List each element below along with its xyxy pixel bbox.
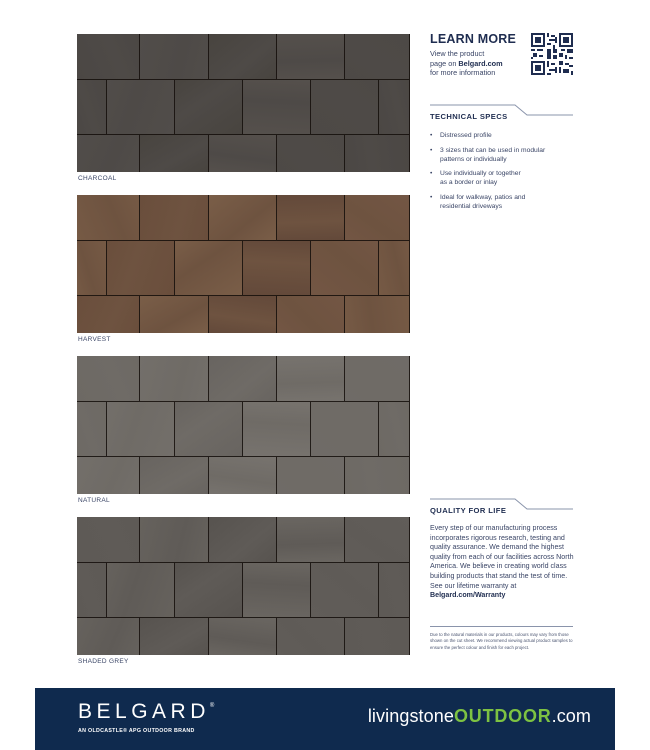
paver bbox=[243, 402, 311, 457]
paver bbox=[345, 195, 410, 241]
paver bbox=[209, 34, 277, 80]
spec-item bbox=[430, 132, 580, 141]
paver bbox=[77, 402, 107, 457]
spec-item bbox=[430, 147, 580, 165]
paver bbox=[209, 195, 277, 241]
paver bbox=[209, 296, 277, 333]
quality-text: Every step of our manufacturing process incorporates rigorous research, testing and quality assurance. We demand the highest quality from each of our facilities across North America. We believe in creating world class building products that stand the test of time. See our lifetime warranty at bbox=[430, 524, 574, 590]
paver bbox=[140, 517, 209, 563]
spec-text: 3 sizes that can be used in modular bbox=[440, 146, 546, 154]
spec-item bbox=[430, 170, 580, 188]
paver bbox=[107, 402, 175, 457]
paver bbox=[277, 517, 345, 563]
spec-text: Ideal for walkway, patios and bbox=[440, 193, 526, 201]
paver bbox=[379, 563, 410, 618]
paver bbox=[140, 457, 209, 494]
site-accent: OUTDOOR bbox=[453, 706, 552, 726]
paver bbox=[77, 34, 140, 80]
paver bbox=[379, 80, 410, 135]
spec-text: Distressed profile bbox=[440, 132, 492, 139]
site-prefix: livingstone bbox=[367, 706, 454, 726]
learn-more-prefix: page on bbox=[430, 58, 459, 68]
paver bbox=[175, 402, 243, 457]
swatch-label: HARVEST bbox=[78, 336, 111, 343]
swatch-charcoal bbox=[77, 34, 410, 172]
paver bbox=[107, 563, 175, 618]
spec-text: patterns or individually bbox=[440, 155, 507, 163]
qr-code-icon[interactable] bbox=[531, 33, 573, 75]
footer-banner bbox=[35, 688, 615, 750]
bullet-icon: • bbox=[430, 146, 433, 154]
paver bbox=[140, 34, 209, 80]
belgard-logo[interactable] bbox=[78, 700, 214, 724]
paver bbox=[311, 563, 379, 618]
learn-more-line-3: for more information bbox=[430, 68, 496, 78]
paver bbox=[77, 80, 107, 135]
paver bbox=[175, 563, 243, 618]
swatch-label: NATURAL bbox=[78, 497, 110, 504]
bullet-icon: • bbox=[430, 193, 433, 201]
paver bbox=[209, 517, 277, 563]
paver bbox=[277, 356, 345, 402]
learn-more-line-2 bbox=[430, 59, 525, 69]
paver bbox=[277, 34, 345, 80]
registered-mark-icon: ® bbox=[209, 703, 215, 709]
paver bbox=[345, 618, 410, 655]
swatch-harvest bbox=[77, 195, 410, 333]
paver bbox=[77, 457, 140, 494]
paver bbox=[345, 135, 410, 172]
paver bbox=[77, 296, 140, 333]
livingstone-outdoor-link[interactable] bbox=[368, 706, 591, 727]
paver bbox=[77, 618, 140, 655]
belgard-link[interactable]: Belgard.com bbox=[458, 58, 503, 68]
paver bbox=[77, 356, 140, 402]
paver bbox=[379, 241, 410, 296]
paver bbox=[140, 618, 209, 655]
paver bbox=[345, 517, 410, 563]
paver bbox=[209, 457, 277, 494]
brand-name: BELGARD bbox=[78, 700, 210, 723]
bullet-icon: • bbox=[430, 132, 433, 139]
warranty-link[interactable]: Belgard.com/Warranty bbox=[430, 591, 506, 600]
spec-item bbox=[430, 194, 580, 212]
paver bbox=[311, 241, 379, 296]
site-suffix: .com bbox=[551, 706, 591, 726]
spec-text: as a border or inlay bbox=[440, 179, 498, 187]
paver bbox=[243, 563, 311, 618]
paver bbox=[209, 356, 277, 402]
paver bbox=[209, 135, 277, 172]
spec-text: Use individually or together bbox=[440, 170, 521, 178]
paver bbox=[345, 34, 410, 80]
swatch-label: SHADED GREY bbox=[78, 658, 129, 665]
technical-specs-title: TECHNICAL SPECS bbox=[430, 112, 508, 121]
paver bbox=[140, 195, 209, 241]
paver bbox=[243, 241, 311, 296]
swatch-shaded-grey bbox=[77, 517, 410, 655]
quality-body bbox=[430, 524, 578, 601]
paver bbox=[345, 356, 410, 402]
learn-more-text bbox=[430, 49, 525, 78]
learn-more-line-1: View the product bbox=[430, 49, 485, 58]
paver bbox=[277, 135, 345, 172]
paver bbox=[277, 296, 345, 333]
swatch-label: CHARCOAL bbox=[78, 175, 117, 182]
paver bbox=[311, 402, 379, 457]
paver bbox=[243, 80, 311, 135]
paver bbox=[277, 457, 345, 494]
paver bbox=[77, 241, 107, 296]
paver bbox=[311, 80, 379, 135]
paver bbox=[140, 296, 209, 333]
paver bbox=[175, 241, 243, 296]
swatch-natural bbox=[77, 356, 410, 494]
technical-specs-list bbox=[430, 132, 580, 218]
divider bbox=[430, 626, 573, 627]
learn-more-title: LEARN MORE bbox=[430, 32, 517, 46]
paver bbox=[107, 241, 175, 296]
paver bbox=[140, 135, 209, 172]
bullet-icon: • bbox=[430, 170, 433, 178]
paver bbox=[379, 402, 410, 457]
disclaimer-text: Due to the natural materials in our products, colours may vary from those shown on the cut sheet. We recommend viewing actual product samples to ensure the perfect colour and finish for each project. bbox=[430, 632, 573, 650]
paver bbox=[277, 195, 345, 241]
paver bbox=[209, 618, 277, 655]
paver bbox=[77, 563, 107, 618]
spec-text: residential driveways bbox=[440, 202, 503, 210]
paver bbox=[277, 618, 345, 655]
paver bbox=[107, 80, 175, 135]
paver bbox=[345, 457, 410, 494]
paver bbox=[175, 80, 243, 135]
paver bbox=[77, 135, 140, 172]
paver bbox=[77, 517, 140, 563]
paver bbox=[140, 356, 209, 402]
quality-title: QUALITY FOR LIFE bbox=[430, 506, 507, 515]
brand-subtitle: AN OLDCASTLE® APG OUTDOOR BRAND bbox=[78, 728, 195, 734]
paver bbox=[345, 296, 410, 333]
paver bbox=[77, 195, 140, 241]
